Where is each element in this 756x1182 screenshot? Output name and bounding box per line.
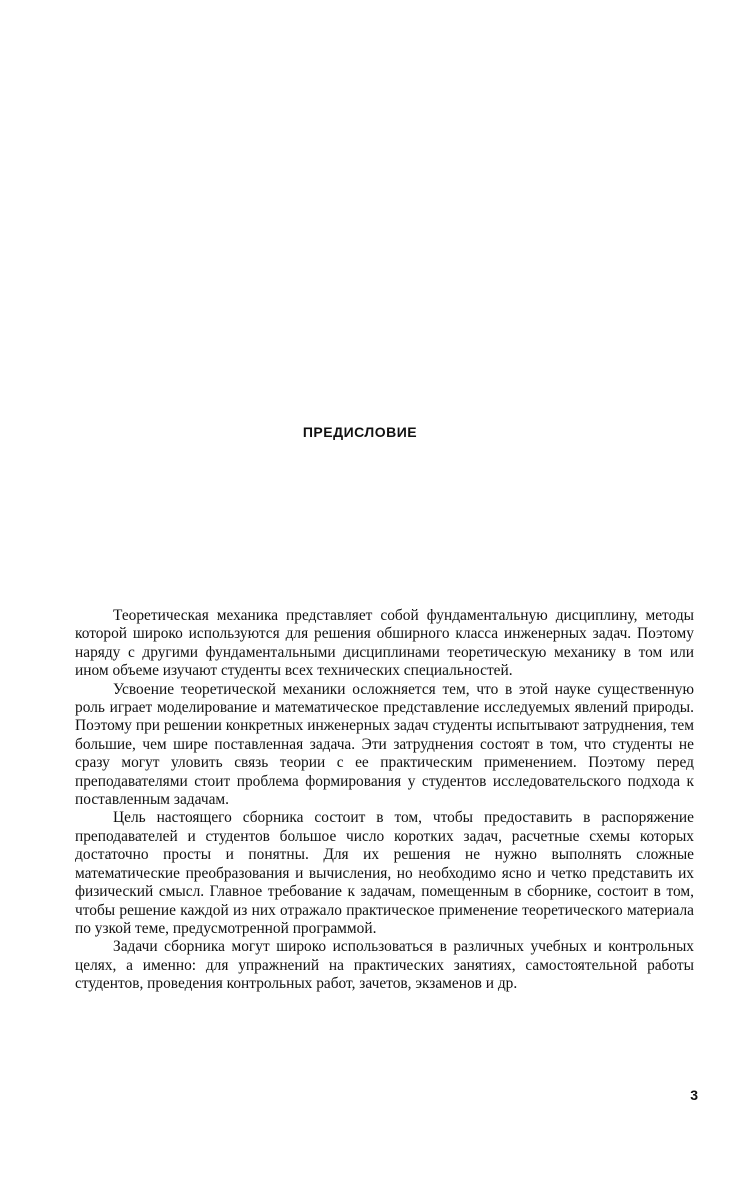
page-title: ПРЕДИСЛОВИЕ <box>302 424 418 440</box>
paragraph-2: Усвоение теоретической механики осложняется тем, что в этой науке существенную роль играет моделирование и математическое представление исследуемых явлений природы. Поэтому при решении конкретных инженерных задач студенты испытывают затруднения, тем большие, чем шире поставленная задача. Эти затруднения состоят в том, что студенты не сразу могут уловить связь теории с ее практическим применением. Поэтому перед преподавателями стоит проблема формирования у студентов исследовательского подхода к поставленным задачам. <box>75 680 694 809</box>
paragraph-3: Цель настоящего сборника состоит в том, чтобы предоставить в распоряжение преподавателей и студентов большое число коротких задач, расчетные схемы которых достаточно просты и понятны. Для их решения не нужно выполнять сложные математические преобразования и вычисления, но необходимо ясно и четко представить их физический смысл. Главное требование к задачам, помещенным в сборнике, состоит в том, чтобы решение каждой из них отражало практическое применение теоретического материала по узкой теме, предусмотренной программой. <box>75 809 694 937</box>
page-number: 3 <box>690 1087 698 1103</box>
paragraph-4: Задачи сборника могут широко использоваться в различных учебных и контрольных целях, а именно: для упражнений на практических занятиях, самостоятельной работы студентов, проведения контрольных работ, зачетов, экзаменов и др. <box>75 938 694 993</box>
paragraph-1: Теоретическая механика представляет собой фундаментальную дисциплину, методы которой широко используются для решения обширного класса инженерных задач. Поэтому наряду с другими фундаментальными дисциплинами теоретическую механику в том или ином объеме изучают студенты всех технических специальностей. <box>75 607 694 680</box>
preface-body <box>75 607 694 994</box>
